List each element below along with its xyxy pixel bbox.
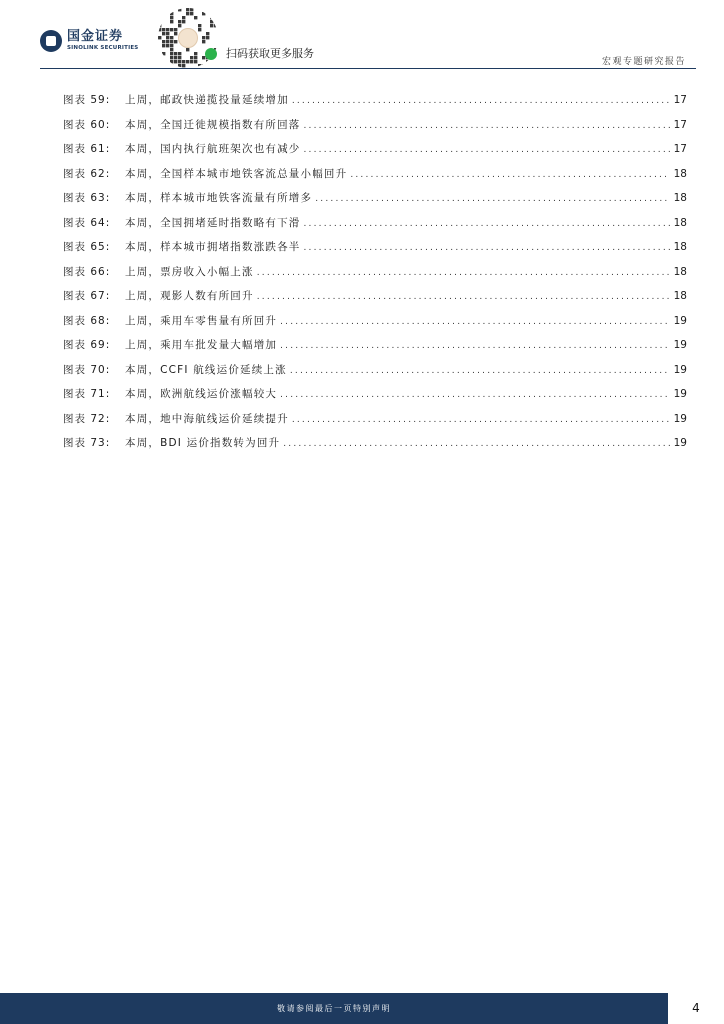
toc-dot-leader (304, 243, 671, 253)
toc-entry[interactable] (63, 435, 687, 460)
toc-entry-title: 本周，全国拥堵延时指数略有下滑 (125, 216, 301, 229)
toc-entry[interactable] (63, 386, 687, 411)
toc-entry-title: 上周，观影人数有所回升 (125, 290, 254, 302)
toc-dot-leader (280, 317, 670, 327)
toc-entry-page: 18 (673, 241, 687, 253)
toc-entry-title: 上周，乘用车零售量有所回升 (125, 314, 278, 327)
header-divider (40, 68, 696, 69)
toc-entry-page: 19 (673, 388, 687, 400)
chart-index-list (63, 92, 687, 460)
qr-center-logo-icon (178, 28, 198, 48)
toc-entry-title: 上周，票房收入小幅上涨 (125, 265, 254, 278)
toc-dot-leader (292, 415, 670, 425)
toc-entry-label: 图表 69: (63, 339, 111, 351)
toc-entry-page: 18 (673, 265, 687, 278)
toc-entry-label: 图表 60: (63, 118, 111, 131)
toc-entry-title: 本周，CCFI 航线运价延续上涨 (125, 363, 287, 376)
toc-entry[interactable] (63, 190, 687, 215)
toc-entry[interactable] (63, 411, 687, 436)
logo-en-text: SINOLINK SECURITIES (67, 45, 139, 51)
toc-entry-title: 本周，BDI 运价指数转为回升 (125, 437, 281, 449)
logo-mark-icon (40, 30, 62, 52)
toc-entry[interactable] (63, 239, 687, 264)
toc-entry-label: 图表 63: (63, 192, 111, 204)
toc-entry-label: 图表 72: (63, 412, 111, 425)
toc-dot-leader (350, 170, 670, 180)
toc-entry-page: 19 (673, 437, 687, 449)
page-footer (0, 993, 724, 1024)
toc-entry[interactable] (63, 215, 687, 240)
scan-prompt: 扫码获取更多服务 (226, 47, 314, 60)
toc-entry-page: 19 (673, 363, 687, 376)
toc-entry-label: 图表 61: (63, 143, 111, 155)
toc-entry[interactable] (63, 166, 687, 191)
page-number: 4 (692, 1001, 700, 1015)
wechat-badge-icon (205, 48, 217, 60)
toc-entry-label: 图表 65: (63, 241, 111, 253)
toc-entry-label: 图表 59: (63, 94, 111, 106)
toc-entry-label: 图表 71: (63, 388, 111, 400)
toc-entry-title: 上周，邮政快递揽投量延续增加 (125, 94, 289, 106)
toc-entry[interactable] (63, 117, 687, 142)
toc-dot-leader (280, 390, 670, 400)
toc-entry-label: 图表 62: (63, 167, 111, 180)
toc-entry[interactable] (63, 288, 687, 313)
toc-entry[interactable] (63, 337, 687, 362)
logo-cn-text: 国金证券 (67, 29, 124, 44)
toc-entry-page: 18 (673, 290, 687, 302)
toc-entry[interactable] (63, 362, 687, 387)
toc-entry-title: 本周，地中海航线运价延续提升 (125, 412, 289, 425)
toc-entry-title: 本周，样本城市拥堵指数涨跌各半 (125, 241, 301, 253)
toc-dot-leader (280, 341, 670, 351)
toc-entry-title: 本周，全国样本城市地铁客流总量小幅回升 (125, 167, 348, 180)
toc-entry[interactable] (63, 313, 687, 338)
toc-entry[interactable] (63, 141, 687, 166)
toc-entry-title: 上周，乘用车批发量大幅增加 (125, 339, 278, 351)
toc-entry-page: 19 (673, 339, 687, 351)
company-logo (40, 30, 138, 52)
toc-entry-title: 本周，国内执行航班架次也有减少 (125, 143, 301, 155)
toc-dot-leader (304, 121, 671, 131)
toc-entry-label: 图表 73: (63, 437, 111, 449)
report-type: 宏观专题研究报告 (601, 57, 686, 67)
toc-dot-leader (290, 366, 670, 376)
toc-entry-label: 图表 66: (63, 265, 111, 278)
toc-entry-label: 图表 64: (63, 216, 111, 229)
page-header (0, 0, 724, 70)
toc-entry-page: 18 (673, 216, 687, 229)
toc-dot-leader (304, 145, 671, 155)
toc-entry-page: 19 (673, 412, 687, 425)
toc-dot-leader (315, 194, 670, 204)
toc-dot-leader (292, 96, 670, 106)
toc-dot-leader (283, 439, 670, 449)
toc-entry-label: 图表 70: (63, 363, 111, 376)
toc-entry-label: 图表 67: (63, 290, 111, 302)
toc-entry-title: 本周，样本城市地铁客流量有所增多 (125, 192, 313, 204)
toc-entry-page: 18 (673, 192, 687, 204)
footer-disclaimer: 敬请参阅最后一页特别声明 (277, 1004, 391, 1013)
toc-entry-page: 17 (673, 94, 687, 106)
toc-entry[interactable] (63, 92, 687, 117)
toc-entry-page: 19 (673, 314, 687, 327)
toc-entry-title: 本周，欧洲航线运价涨幅较大 (125, 388, 278, 400)
toc-dot-leader (257, 268, 670, 278)
toc-entry-page: 17 (673, 143, 687, 155)
toc-entry-label: 图表 68: (63, 314, 111, 327)
toc-entry-title: 本周，全国迁徙规模指数有所回落 (125, 118, 301, 131)
toc-dot-leader (257, 292, 670, 302)
toc-entry-page: 18 (673, 167, 687, 180)
toc-dot-leader (304, 219, 671, 229)
toc-entry[interactable] (63, 264, 687, 289)
toc-entry-page: 17 (673, 118, 687, 131)
